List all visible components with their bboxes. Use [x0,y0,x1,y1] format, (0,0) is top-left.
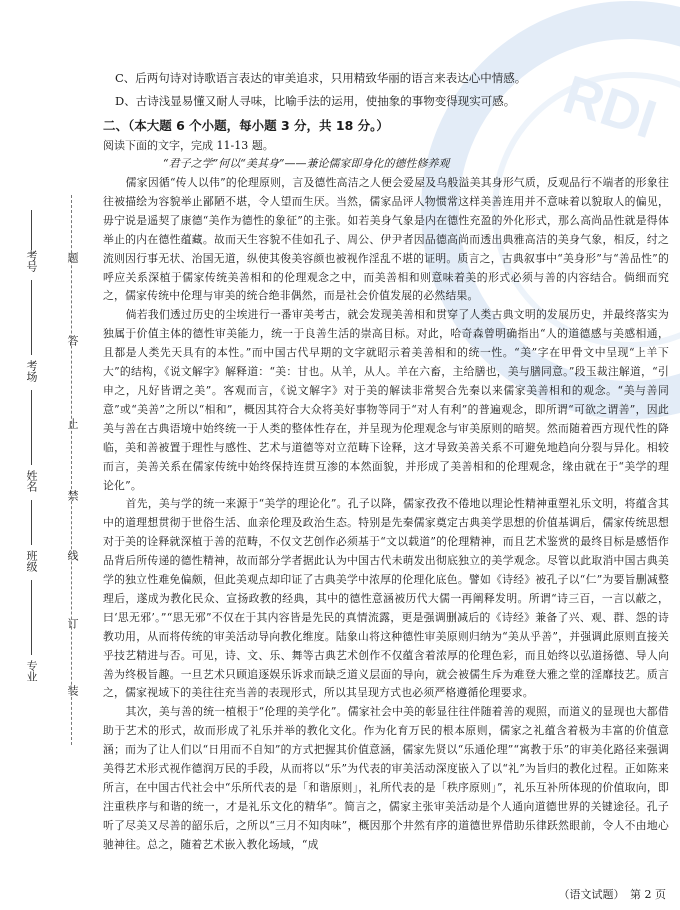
class-label: 班级 [25,550,38,572]
paragraph-3: 首先，美与学的统一来源于“美学的理论化”。孔子以降，儒家孜孜不倦地以理论性精神重塑礼乐文明，将蕴含其中的道理想贯彻于世俗生活、血亲伦理及政治生态。特别是先秦儒家奠定古典美学思想的价值基调后，儒家传统思想对于美的诠释就深植于善的范畴，不仅文艺创作必须基于“文以载道”的伦理精神，而且艺术鉴赏的最终目标是感悟作品背后所传递的德性精神，故而部分学者据此认为中国古代未萌发出彻底独立的美学观念。尽管以此取消中国古典美学的独立性难免偏颇，但此美观点却印证了古典美学中浓厚的伦理化底色。譬如《诗经》被孔子以“仁”为要旨删减整理后，遂成为教化民众、宣扬政教的经典，其中的德性意涵被历代大儒一再阐释发明。所谓“诗三百，一言以蔽之，曰‘思无邪’。”“思无邪”不仅在于其内容皆是先民的真情流露，更是强调删减后的《诗经》兼备了兴、观、群、怨的诗教功用，从而将传统的审美活动导向教化维度。陆象山将这种德性审美原则归纳为“美从乎善”，并强调此原则直接关乎技艺精进与否。可见，诗、文、乐、舞等古典艺术创作不仅蕴含着浓厚的伦理色彩，而且始终以弘道扬德、导人向善为终极旨趣。一旦艺术只顾追逐娱乐诉求而缺乏道义层面的导向，就会被儒生斥为难登大雅之堂的淫靡技艺。质言之，儒家视域下的美往往充当善的表现形式，所以其呈现方式也必须严格遵循伦理要求。 [103,497,669,700]
page-footer: （语文试题） 第 2 页 [558,888,666,901]
reading-instruction: 阅读下面的文字，完成 11-13 题。 [103,139,274,152]
article-title: “君子之学”何以“美其身”——兼论儒家即身化的德性修养观 [163,157,450,170]
paragraph-4: 其次，美与善的统一植根于“伦理的美学化”。儒家社会中美的彰显往往伴随着善的观照，而道义的显现也大都借助于艺术的形式，故而形成了礼乐并举的教化文化。作为化育万民的根本原则，儒家之礼蕴含着极为丰富的价值意涵；而为了让人们以“日用而不自知”的方式把握其价值意涵，儒家先贤以“乐通伦理”“寓教于乐”的审美化路径来强调美得艺术形式视作德润万民的手段，从而将以“乐”为代表的审美活动深度嵌入了以“礼”为旨归的教化过程。正如陈来所言，在中国古代社会中“乐所代表的是「和谐原则」，礼所代表的是「秩序原则」”，礼乐互补所体现的价值取向，即注重秩序与和谐的统一，才是礼乐文化的精华”。简言之，儒家主张审美活动是个人通向道德世界的关键途径。孔子听了尽美又尽善的韶乐后，之所以“三月不知肉味”，概因那个井然有序的道德世界借助乐律跃然眼前，令人不由地心驰神往。总之，随着艺术嵌入教化场域，“成 [103,705,669,851]
page-content [103,70,669,855]
name-label: 姓名 [25,470,38,492]
major-line [31,580,32,655]
exam-no-label: 考号 [25,250,38,272]
binding-margin [12,190,102,750]
binding-dashed-line [71,195,72,745]
stop-mark: 止 [66,418,79,429]
option-c: C、后两句诗对诗歌语言表达的审美追求，只用精致华丽的语言来表达心中情感。 [115,71,527,85]
major-label: 专业 [25,660,38,682]
line-mark: 线 [66,550,79,561]
prohibit-mark: 禁 [66,490,79,501]
exam-no-line [31,210,32,250]
class-line [31,500,32,545]
section-heading: 二、（本大题 6 个小题，每小题 3 分，共 18 分。） [103,118,389,133]
svg-text:RDI: RDI [556,64,664,151]
paragraph-1: 儒家因循“传人以伟”的伦理原则，言及德性高洁之人便会爱屋及乌般溢美其身形气质，反观品行不端者的形象往往被描绘为容貌举止鄙陋不堪，令人望而生厌。当然，儒家品评人物惯常这样美善连用并不意味着以貌取人的偏见，毋宁说是遥契了康德“美作为德性的象征”的主张。如若美身气象是内在德性充盈的外化形式，那么高尚品性就是得体举止的内在德性蕴藏。故而天生容貌不佳如孔子、周公、伊尹者因品德高尚而透出典雅高洁的美身气象，相反，纣之流则因行事无状、治国无道，纵使其俊美容颜也被视作淫乱不堪的证明。质言之，古典叙事中“美身形”与“善品性”的呼应关系深植于儒家传统美善相和的伦理观念之中，而美善相和则意味着美的形式必须与善的内容结合。倘细而究之，儒家传统中伦理与审美的统合绝非偶然，而是社会价值发展的必然结果。 [103,176,669,303]
name-line [31,390,32,465]
order-mark: 订 [66,618,79,629]
answer-mark: 答 [66,335,79,346]
paragraph-2: 倘若我们透过历史的尘埃进行一番审美考古，就会发现美善相和贯穿了人类古典文明的发展历史，并最终落实为独属于价值主体的德性审美能力，统一于良善生活的崇高目标。对此，哈奇森曾明确指出“人的道德感与美感相通，且都是人类先天具有的本性。”而中国古代早期的文字就昭示着美善相和的统一性。“美”字在甲骨文中呈现“上羊下大”的结构，《说文解字》解释道：“美：甘也。从羊，从人。羊在六畜，主给膳也，美与膳同意。”段玉裁注解道，“引申之，凡好皆谓之美”。客观而言，《说文解字》对于美的解读非常契合先秦以来儒家美善相和的观念。“美与善同意”或“美善”之所以“相和”，概因其符合大众将美好事物等同于“对人有利”的普遍观念，即所谓“可欲之谓善”，因此美与善在古典语境中始终统一于人类的整体性存在，并呈现为伦理观念与审美原则的暗契。然而随着西方现代性的降临，美和善被置于理性与感性、艺术与道德等对立范畴下诠释，这才导致美善关系不可避免地趋向分裂与异化。相较而言，美善关系在儒家传统中始终保持连贯互渗的本然面貌，并形成了美善相和的伦理观念，缘由就在于“美学的理论化”。 [103,308,669,492]
option-d: D、古诗浅显易懂又耐人寻味，比喻手法的运用，使抽象的事物变得现实可感。 [115,94,516,108]
room-line [31,280,32,355]
bind-mark: 装 [66,685,79,696]
topic-mark: 题 [66,252,79,263]
room-label: 考场 [25,360,38,382]
